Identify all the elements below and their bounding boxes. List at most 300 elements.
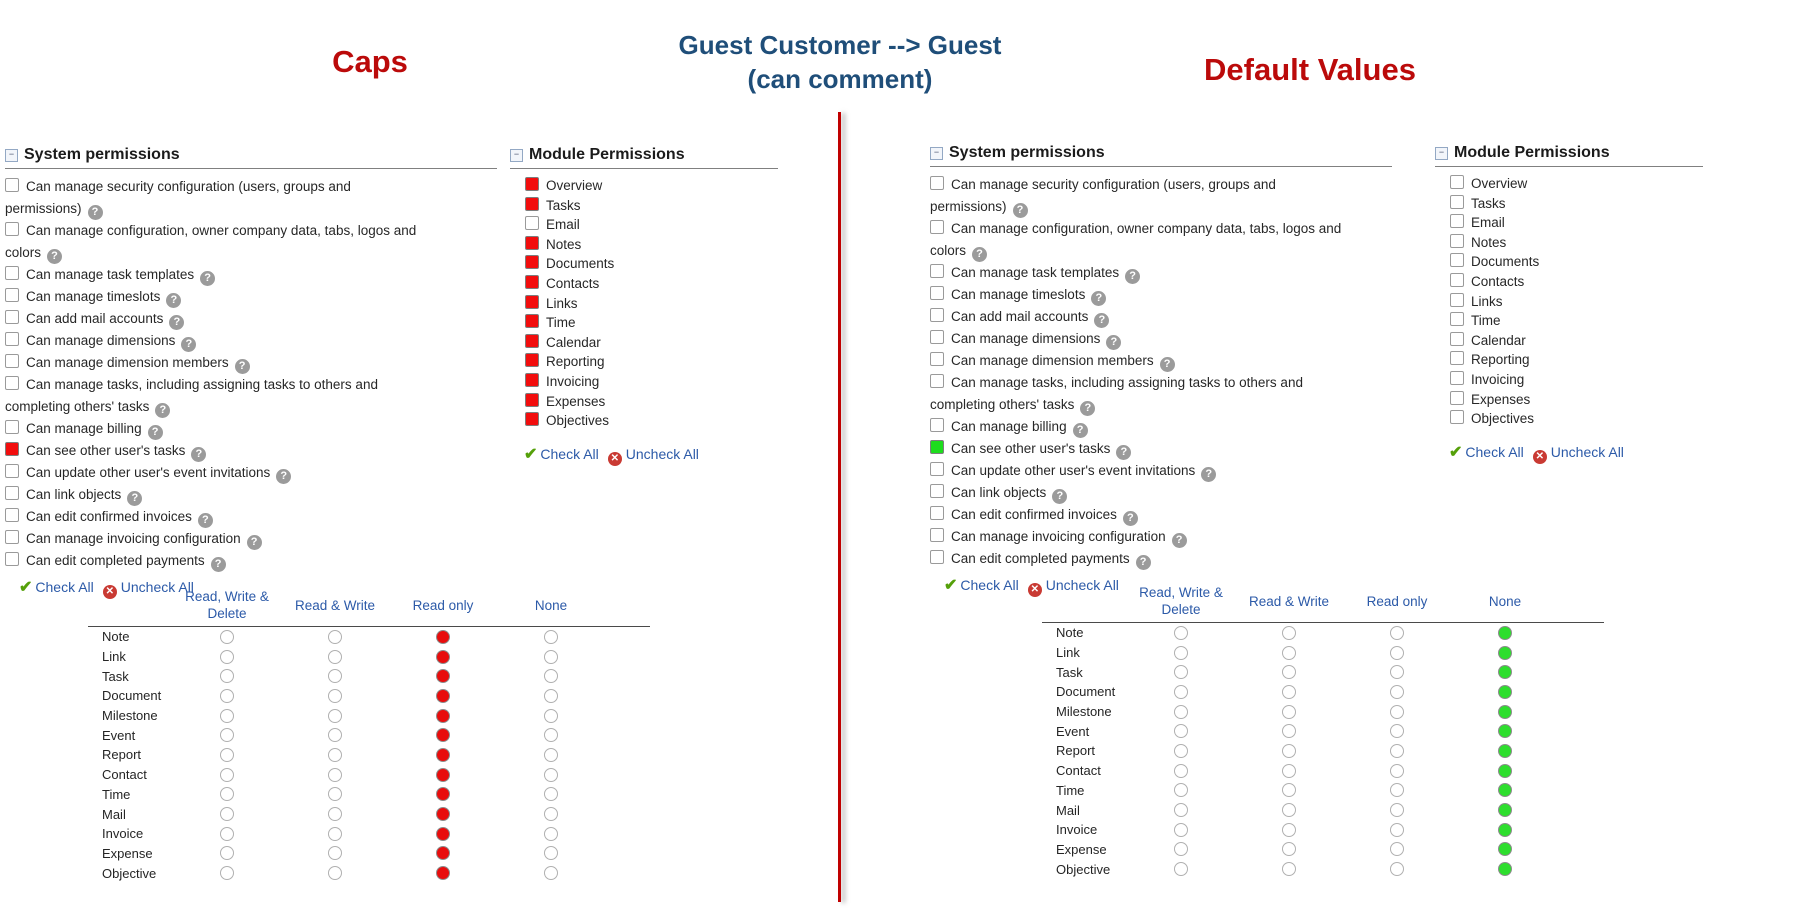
radio-button[interactable]: [436, 748, 450, 762]
radio-button[interactable]: [544, 827, 558, 841]
permission-checkbox[interactable]: [5, 310, 19, 324]
radio-button[interactable]: [1174, 626, 1188, 640]
radio-button[interactable]: [1390, 626, 1404, 640]
permission-checkbox[interactable]: [1450, 332, 1464, 346]
permission-label: Contacts: [546, 275, 600, 291]
permission-checkbox[interactable]: [1450, 351, 1464, 365]
radio-button[interactable]: [328, 768, 342, 782]
permission-checkbox[interactable]: [5, 552, 19, 566]
row-label: Mail: [102, 806, 126, 822]
column-header: Read & Write: [294, 597, 376, 613]
permission-item: [1450, 233, 1703, 253]
radio-button[interactable]: [220, 689, 234, 703]
permission-checkbox[interactable]: [930, 418, 944, 432]
radio-button[interactable]: [1498, 626, 1512, 640]
permission-item: [930, 526, 1350, 548]
radio-button[interactable]: [544, 709, 558, 723]
permission-checkbox[interactable]: [525, 334, 539, 348]
row-label: Note: [1056, 625, 1084, 641]
radio-button[interactable]: [1174, 842, 1188, 856]
permission-checkbox[interactable]: [1450, 214, 1464, 228]
radio-button[interactable]: [436, 709, 450, 723]
radio-button[interactable]: [328, 669, 342, 683]
permission-checkbox[interactable]: [930, 308, 944, 322]
table-row: [88, 785, 650, 805]
table-row: [1042, 721, 1604, 741]
permission-item: [525, 274, 778, 294]
radio-button[interactable]: [328, 709, 342, 723]
radio-button[interactable]: [544, 728, 558, 742]
permission-label: Reporting: [1471, 352, 1530, 368]
permission-checkbox[interactable]: [930, 352, 944, 366]
radio-button[interactable]: [220, 728, 234, 742]
uncheck-icon: ✕: [103, 585, 117, 599]
radio-button[interactable]: [328, 787, 342, 801]
radio-button[interactable]: [328, 689, 342, 703]
permission-label: Time: [546, 315, 576, 331]
radio-button[interactable]: [1390, 842, 1404, 856]
radio-button[interactable]: [544, 787, 558, 801]
permission-item: [930, 504, 1350, 526]
check-all-label: Check All: [35, 579, 94, 595]
help-icon[interactable]: ?: [1116, 445, 1131, 460]
radio-button[interactable]: [1498, 862, 1512, 876]
radio-button[interactable]: [220, 787, 234, 801]
table-row: [1042, 623, 1604, 643]
permission-checkbox[interactable]: [1450, 293, 1464, 307]
collapse-icon[interactable]: −: [510, 149, 523, 162]
check-all-link[interactable]: [19, 579, 94, 595]
permission-item: [525, 313, 778, 333]
help-icon[interactable]: ?: [276, 469, 291, 484]
permission-item: [1450, 194, 1703, 214]
radio-button[interactable]: [436, 846, 450, 860]
permission-checkbox[interactable]: [1450, 391, 1464, 405]
help-icon[interactable]: ?: [1172, 533, 1187, 548]
help-icon[interactable]: ?: [169, 315, 184, 330]
permission-checkbox[interactable]: [5, 508, 19, 522]
radio-button[interactable]: [220, 748, 234, 762]
radio-button[interactable]: [1498, 764, 1512, 778]
help-icon[interactable]: ?: [200, 271, 215, 286]
permission-checkbox[interactable]: [930, 264, 944, 278]
radio-button[interactable]: [544, 630, 558, 644]
radio-button[interactable]: [220, 768, 234, 782]
radio-button[interactable]: [544, 866, 558, 880]
radio-button[interactable]: [1282, 685, 1296, 699]
system-permissions-section: [5, 146, 497, 599]
radio-button[interactable]: [436, 768, 450, 782]
permission-checkbox[interactable]: [5, 486, 19, 500]
radio-button[interactable]: [544, 807, 558, 821]
check-all-link[interactable]: [1449, 444, 1524, 460]
help-icon[interactable]: ?: [1091, 291, 1106, 306]
check-all-link[interactable]: [524, 446, 599, 462]
table-row: [88, 824, 650, 844]
radio-button[interactable]: [1390, 705, 1404, 719]
radio-button[interactable]: [328, 827, 342, 841]
permission-item: [525, 411, 778, 431]
radio-button[interactable]: [1390, 685, 1404, 699]
permission-label: Invoicing: [546, 373, 600, 389]
check-icon: ✔: [524, 445, 538, 463]
radio-button[interactable]: [328, 807, 342, 821]
permission-checkbox[interactable]: [930, 220, 944, 234]
permission-checkbox[interactable]: [5, 376, 19, 390]
radio-button[interactable]: [1498, 724, 1512, 738]
permission-item: [930, 306, 1350, 328]
check-icon: ✔: [19, 579, 33, 596]
transition-title: [610, 28, 1070, 96]
help-icon[interactable]: ?: [181, 337, 196, 352]
radio-button[interactable]: [328, 630, 342, 644]
help-icon[interactable]: ?: [1013, 203, 1028, 218]
permission-label: Can manage task templates: [951, 265, 1120, 280]
radio-button[interactable]: [1498, 744, 1512, 758]
permission-checkbox[interactable]: [930, 484, 944, 498]
radio-button[interactable]: [1282, 744, 1296, 758]
radio-button[interactable]: [436, 689, 450, 703]
help-icon[interactable]: ?: [211, 557, 226, 572]
help-icon[interactable]: ?: [247, 535, 262, 550]
permission-item: [1450, 370, 1703, 390]
permission-label: Can manage task templates: [26, 267, 195, 282]
permission-checkbox[interactable]: [1450, 312, 1464, 326]
uncheck-all-link[interactable]: [599, 446, 699, 462]
radio-button[interactable]: [436, 728, 450, 742]
radio-button[interactable]: [220, 630, 234, 644]
permission-checkbox[interactable]: [5, 266, 19, 280]
permission-item: [5, 308, 425, 330]
radio-button[interactable]: [436, 630, 450, 644]
permission-checkbox[interactable]: [525, 216, 539, 230]
permission-checkbox[interactable]: [525, 373, 539, 387]
help-icon[interactable]: ?: [1052, 489, 1067, 504]
permission-label: Expenses: [1471, 391, 1531, 407]
uncheck-all-label: Uncheck All: [625, 445, 699, 462]
collapse-icon[interactable]: −: [1435, 147, 1448, 160]
permission-checkbox[interactable]: [930, 374, 944, 388]
permission-label: Can edit completed payments: [951, 551, 1130, 566]
radio-button[interactable]: [436, 866, 450, 880]
table-row: [1042, 840, 1604, 860]
radio-button[interactable]: [1390, 823, 1404, 837]
radio-button[interactable]: [220, 866, 234, 880]
radio-button[interactable]: [1498, 665, 1512, 679]
radio-button[interactable]: [1282, 646, 1296, 660]
radio-button[interactable]: [544, 689, 558, 703]
permission-item: [5, 440, 425, 462]
table-row: [88, 745, 650, 765]
permission-item: [930, 328, 1350, 350]
row-label: Document: [102, 688, 162, 704]
radio-button[interactable]: [544, 650, 558, 664]
permission-checkbox[interactable]: [5, 178, 19, 192]
radio-button[interactable]: [328, 846, 342, 860]
permission-checkbox[interactable]: [1450, 273, 1464, 287]
check-all-link[interactable]: [944, 577, 1019, 593]
help-icon[interactable]: ?: [1106, 335, 1121, 350]
permission-item: [930, 372, 1350, 416]
table-row: [88, 686, 650, 706]
column-header: Read, Write & Delete: [185, 589, 269, 621]
table-row: [1042, 662, 1604, 682]
radio-button[interactable]: [1282, 626, 1296, 640]
radio-button[interactable]: [1174, 764, 1188, 778]
transition-title-line2: (can comment): [747, 64, 933, 94]
radio-button[interactable]: [1282, 842, 1296, 856]
help-icon[interactable]: ?: [166, 293, 181, 308]
radio-button[interactable]: [328, 728, 342, 742]
row-label: Task: [1056, 664, 1083, 680]
module-permissions-section: [510, 146, 778, 466]
help-icon[interactable]: ?: [88, 205, 103, 220]
permission-label: Can manage invoicing configuration: [951, 529, 1166, 544]
radio-button[interactable]: [328, 748, 342, 762]
permission-checkbox[interactable]: [930, 176, 944, 190]
permission-checkbox[interactable]: [525, 177, 539, 191]
table-row: [88, 804, 650, 824]
help-icon[interactable]: ?: [198, 513, 213, 528]
radio-button[interactable]: [436, 787, 450, 801]
radio-button[interactable]: [1174, 862, 1188, 876]
row-label: Document: [1056, 684, 1116, 700]
uncheck-all-label: Uncheck All: [1045, 577, 1119, 593]
permission-checkbox[interactable]: [930, 528, 944, 542]
row-label: Milestone: [1056, 704, 1112, 720]
permission-item: [525, 294, 778, 314]
radio-button[interactable]: [220, 807, 234, 821]
radio-button[interactable]: [1390, 803, 1404, 817]
collapse-icon[interactable]: −: [5, 149, 18, 162]
radio-button[interactable]: [1390, 862, 1404, 876]
help-icon[interactable]: ?: [47, 249, 62, 264]
column-header: None: [1488, 593, 1522, 609]
radio-button[interactable]: [1390, 783, 1404, 797]
help-icon[interactable]: ?: [1094, 313, 1109, 328]
radio-button[interactable]: [1390, 724, 1404, 738]
radio-button[interactable]: [1174, 744, 1188, 758]
permission-item: [1450, 252, 1703, 272]
permission-checkbox[interactable]: [525, 393, 539, 407]
radio-button[interactable]: [220, 827, 234, 841]
radio-button[interactable]: [220, 846, 234, 860]
permission-item: [5, 374, 425, 418]
permission-checkbox[interactable]: [1450, 175, 1464, 189]
row-label: Task: [102, 668, 129, 684]
radio-button[interactable]: [328, 866, 342, 880]
radio-button[interactable]: [436, 669, 450, 683]
permission-checkbox[interactable]: [930, 440, 944, 454]
permission-checkbox[interactable]: [525, 255, 539, 269]
permission-checkbox[interactable]: [930, 286, 944, 300]
radio-button[interactable]: [1390, 764, 1404, 778]
radio-button[interactable]: [1390, 744, 1404, 758]
permission-checkbox[interactable]: [5, 288, 19, 302]
permission-item: [930, 482, 1350, 504]
permission-checkbox[interactable]: [5, 420, 19, 434]
help-icon[interactable]: ?: [1080, 401, 1095, 416]
permission-checkbox[interactable]: [525, 412, 539, 426]
radio-button[interactable]: [1174, 823, 1188, 837]
help-icon[interactable]: ?: [1160, 357, 1175, 372]
radio-button[interactable]: [1498, 842, 1512, 856]
permission-label: Can manage security configuration (users, groups and permissions): [5, 179, 351, 216]
permission-checkbox[interactable]: [525, 197, 539, 211]
uncheck-all-link[interactable]: [1524, 444, 1624, 460]
permission-checkbox[interactable]: [930, 506, 944, 520]
help-icon[interactable]: ?: [148, 425, 163, 440]
permission-label: Can manage invoicing configuration: [26, 531, 241, 546]
radio-button[interactable]: [544, 846, 558, 860]
radio-button[interactable]: [1174, 705, 1188, 719]
help-icon[interactable]: ?: [1123, 511, 1138, 526]
help-icon[interactable]: ?: [155, 403, 170, 418]
radio-button[interactable]: [1174, 665, 1188, 679]
permission-checkbox[interactable]: [525, 236, 539, 250]
radio-button[interactable]: [1498, 783, 1512, 797]
radio-button[interactable]: [1498, 685, 1512, 699]
permission-checkbox[interactable]: [1450, 410, 1464, 424]
permission-label: Email: [546, 217, 580, 233]
permission-label: Can manage dimensions: [951, 331, 1101, 346]
radio-button[interactable]: [1390, 646, 1404, 660]
section-title: System permissions: [949, 144, 1105, 161]
permission-checkbox[interactable]: [525, 314, 539, 328]
permission-label: Reporting: [546, 354, 605, 370]
permission-label: Notes: [546, 236, 582, 252]
permission-item: [930, 284, 1350, 306]
help-icon[interactable]: ?: [235, 359, 250, 374]
help-icon[interactable]: ?: [127, 491, 142, 506]
radio-button[interactable]: [544, 768, 558, 782]
permission-item: [5, 528, 425, 550]
radio-button[interactable]: [328, 650, 342, 664]
radio-button[interactable]: [1282, 862, 1296, 876]
radio-button[interactable]: [1498, 705, 1512, 719]
radio-button[interactable]: [1174, 783, 1188, 797]
radio-button[interactable]: [1174, 646, 1188, 660]
permission-item: [5, 264, 425, 286]
help-icon[interactable]: ?: [1125, 269, 1140, 284]
permission-item: [525, 352, 778, 372]
permission-checkbox[interactable]: [525, 353, 539, 367]
permission-label: Can see other user's tasks: [26, 443, 186, 458]
permission-item: [1450, 272, 1703, 292]
permission-item: [525, 372, 778, 392]
row-label: Objective: [102, 865, 157, 881]
collapse-icon[interactable]: −: [930, 147, 943, 160]
radio-button[interactable]: [220, 709, 234, 723]
permission-checkbox[interactable]: [5, 354, 19, 368]
radio-button[interactable]: [1498, 646, 1512, 660]
permission-label: Tasks: [1471, 195, 1506, 211]
radio-button[interactable]: [1282, 764, 1296, 778]
permission-item: [5, 418, 425, 440]
radio-button[interactable]: [1282, 823, 1296, 837]
radio-button[interactable]: [1498, 823, 1512, 837]
help-icon[interactable]: ?: [1136, 555, 1151, 570]
row-label: Contact: [102, 767, 147, 783]
radio-button[interactable]: [1282, 783, 1296, 797]
permission-checkbox[interactable]: [1450, 253, 1464, 267]
radio-button[interactable]: [436, 807, 450, 821]
permission-label: Can edit confirmed invoices: [26, 509, 192, 524]
permission-checkbox[interactable]: [525, 295, 539, 309]
uncheck-icon: ✕: [1028, 583, 1042, 597]
row-label: Event: [1056, 723, 1090, 739]
radio-button[interactable]: [220, 669, 234, 683]
help-icon[interactable]: ?: [972, 247, 987, 262]
row-label: Report: [1056, 743, 1096, 759]
permission-label: Can manage security configuration (users, groups and permissions): [930, 177, 1276, 214]
radio-button[interactable]: [1498, 803, 1512, 817]
permission-label: Can manage billing: [951, 419, 1067, 434]
radio-button[interactable]: [1174, 685, 1188, 699]
permission-checkbox[interactable]: [525, 275, 539, 289]
permission-item: [5, 550, 425, 572]
permission-checkbox[interactable]: [930, 550, 944, 564]
permission-checkbox[interactable]: [1450, 234, 1464, 248]
access-level-table: [88, 588, 650, 883]
row-label: Mail: [1056, 802, 1080, 818]
radio-button[interactable]: [1390, 665, 1404, 679]
permission-checkbox[interactable]: [5, 442, 19, 456]
permission-checkbox[interactable]: [1450, 195, 1464, 209]
permission-checkbox[interactable]: [5, 332, 19, 346]
help-icon[interactable]: ?: [1073, 423, 1088, 438]
permission-checkbox[interactable]: [5, 464, 19, 478]
permission-label: Links: [546, 295, 578, 311]
permission-checkbox[interactable]: [5, 530, 19, 544]
permission-checkbox[interactable]: [1450, 371, 1464, 385]
radio-button[interactable]: [1282, 705, 1296, 719]
permission-label: Can manage dimension members: [26, 355, 229, 370]
radio-button[interactable]: [436, 650, 450, 664]
radio-button[interactable]: [220, 650, 234, 664]
permission-checkbox[interactable]: [930, 330, 944, 344]
permission-item: [930, 174, 1350, 218]
uncheck-all-label: Uncheck All: [1550, 443, 1624, 460]
radio-button[interactable]: [1174, 724, 1188, 738]
permission-item: [1450, 390, 1703, 410]
permission-item: [930, 438, 1350, 460]
radio-button[interactable]: [1282, 724, 1296, 738]
permission-checkbox[interactable]: [5, 222, 19, 236]
permission-checkbox[interactable]: [930, 462, 944, 476]
permission-item: [5, 286, 425, 308]
radio-button[interactable]: [436, 827, 450, 841]
permission-label: Can manage timeslots: [26, 289, 161, 304]
permission-label: Can add mail accounts: [951, 309, 1089, 324]
radio-button[interactable]: [1282, 803, 1296, 817]
permission-item: [525, 215, 778, 235]
row-label: Invoice: [102, 826, 144, 842]
check-all-label: Check All: [960, 577, 1019, 593]
help-icon[interactable]: ?: [191, 447, 206, 462]
radio-button[interactable]: [544, 748, 558, 762]
section-header: [1435, 144, 1703, 167]
radio-button[interactable]: [1174, 803, 1188, 817]
row-label: Link: [1056, 645, 1080, 661]
help-icon[interactable]: ?: [1201, 467, 1216, 482]
radio-button[interactable]: [1282, 665, 1296, 679]
radio-button[interactable]: [544, 669, 558, 683]
row-label: Link: [102, 649, 126, 665]
uncheck-icon: ✕: [608, 452, 622, 466]
permission-label: Can link objects: [951, 485, 1047, 500]
permission-label: Can manage timeslots: [951, 287, 1086, 302]
